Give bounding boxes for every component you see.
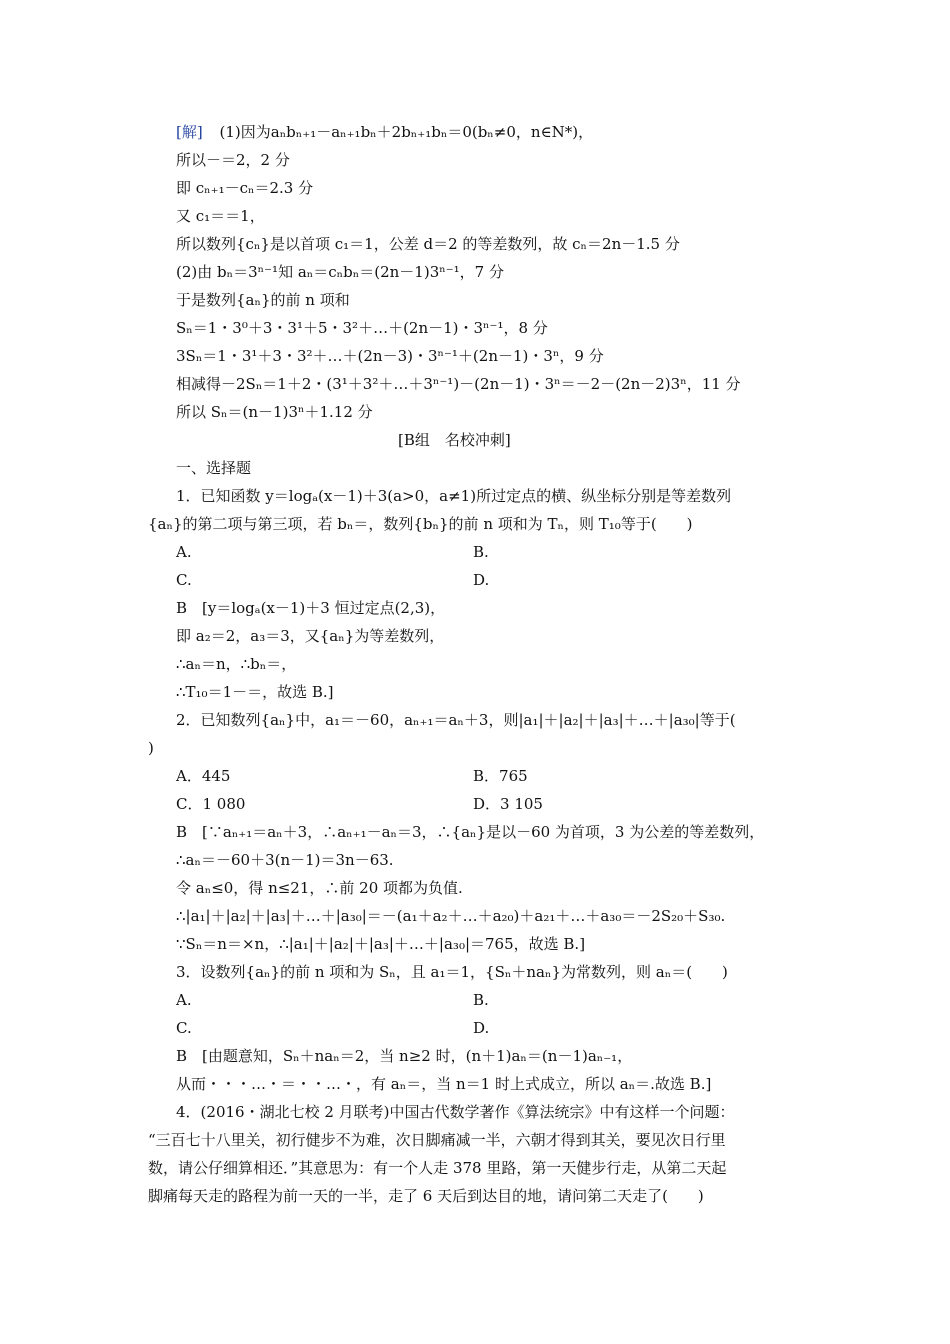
q2-option-c: C．1 080 (176, 795, 246, 813)
solution-line-4: 又 c₁＝＝1， (176, 207, 265, 225)
q2-answer-5: ∵Sₙ＝n＝×n，∴|a₁|＋|a₂|＋|a₃|＋…＋|a₃₀|＝765，故选 B.] (176, 935, 586, 953)
q2-answer-3: 令 aₙ≤0，得 n≤21，∴前 20 项都为负值. (176, 879, 463, 897)
solution-line-7: 于是数列{aₙ}的前 n 项和 (176, 291, 350, 309)
section-title: [B组 名校冲刺] (398, 431, 511, 449)
solution-line-10: 相减得－2Sₙ＝1＋2・(3¹＋3²＋…＋3ⁿ⁻¹)－(2n－1)・3ⁿ＝－2－(2n－2)3ⁿ，11 分 (176, 375, 741, 393)
solution-tag: [解] (176, 123, 203, 141)
q4-stem-4: 脚痛每天走的路程为前一天的一半，走了 6 天后到达目的地，请问第二天走了( ) (148, 1187, 704, 1205)
q1-option-a: A. (176, 543, 192, 561)
q3-option-a: A. (176, 991, 192, 1009)
solution-line-9: 3Sₙ＝1・3¹＋3・3²＋…＋(2n－3)・3ⁿ⁻¹＋(2n－1)・3ⁿ，9 分 (176, 347, 604, 365)
q1-option-b: B. (473, 543, 489, 561)
q1-answer-1: B [y＝logₐ(x－1)＋3 恒过定点(2,3)， (176, 599, 446, 617)
solution-line-2: 所以－＝2，2 分 (176, 151, 290, 169)
q1-stem-1: 1．已知函数 y＝logₐ(x－1)＋3(a>0，a≠1)所过定点的横、纵坐标分别是等差数列 (176, 487, 732, 505)
q2-answer-1: B [∵aₙ₊₁＝aₙ＋3，∴aₙ₊₁－aₙ＝3，∴{aₙ}是以－60 为首项，3 为公差的等差数列， (176, 823, 765, 841)
q4-stem-3: 数，请公仔细算相还．”其意思为：有一个人走 378 里路，第一天健步行走，从第二天起 (148, 1159, 727, 1177)
q1-answer-4: ∴T₁₀＝1－＝，故选 B.] (176, 683, 334, 701)
q1-answer-3: ∴aₙ＝n，∴bₙ＝， (176, 655, 297, 673)
solution-text: (1)因为aₙbₙ₊₁－aₙ₊₁bₙ＋2bₙ₊₁bₙ＝0(bₙ≠0，n∈N*)， (219, 123, 594, 141)
q3-answer-1: B [由题意知，Sₙ＋naₙ＝2，当 n≥2 时，(n＋1)aₙ＝(n－1)aₙ₋₁， (176, 1047, 633, 1065)
q2-stem-1: 2．已知数列{aₙ}中，a₁＝－60，aₙ₊₁＝aₙ＋3，则|a₁|＋|a₂|＋|a₃|＋…＋|a₃₀|等于( (176, 711, 736, 729)
q1-option-c: C. (176, 571, 192, 589)
q3-option-b: B. (473, 991, 489, 1009)
q3-option-c: C. (176, 1019, 192, 1037)
q4-stem-1: 4．(2016・湖北七校 2 月联考)中国古代数学著作《算法统宗》中有这样一个问题： (176, 1103, 735, 1121)
q4-stem-2: “三百七十八里关，初行健步不为难，次日脚痛减一半，六朝才得到其关，要见次日行里 (148, 1131, 726, 1149)
q2-stem-2: ) (148, 739, 154, 757)
solution-line-6: (2)由 bₙ＝3ⁿ⁻¹知 aₙ＝cₙbₙ＝(2n－1)3ⁿ⁻¹，7 分 (176, 263, 504, 281)
solution-line-1 (176, 122, 593, 142)
solution-line-11: 所以 Sₙ＝(n－1)3ⁿ＋1.12 分 (176, 403, 373, 421)
q3-stem-1: 3．设数列{aₙ}的前 n 项和为 Sₙ，且 a₁＝1，{Sₙ＋naₙ}为常数列，则 aₙ＝( ) (176, 963, 728, 981)
q1-answer-2: 即 a₂＝2，a₃＝3，又{aₙ}为等差数列， (176, 627, 445, 645)
solution-line-8: Sₙ＝1・3⁰＋3・3¹＋5・3²＋…＋(2n－1)・3ⁿ⁻¹，8 分 (176, 319, 548, 337)
solution-line-5: 所以数列{cₙ}是以首项 c₁＝1，公差 d＝2 的等差数列，故 cₙ＝2n－1.5 分 (176, 235, 680, 253)
part-title: 一、选择题 (176, 459, 252, 477)
q2-option-b: B．765 (473, 767, 528, 785)
q1-stem-2: {aₙ}的第二项与第三项，若 bₙ＝，数列{bₙ}的前 n 项和为 Tₙ，则 T₁₀等于( ) (148, 515, 693, 533)
q2-answer-4: ∴|a₁|＋|a₂|＋|a₃|＋…＋|a₃₀|＝－(a₁＋a₂＋…＋a₂₀)＋a₂₁＋…＋a₃₀＝－2S₂₀＋S₃₀. (176, 907, 726, 925)
q2-option-d: D．3 105 (473, 795, 543, 813)
q3-answer-2: 从而・・・…・＝・・…・，有 aₙ＝，当 n＝1 时上式成立，所以 aₙ＝.故选 B.] (176, 1075, 712, 1093)
q1-option-d: D. (473, 571, 490, 589)
q2-option-a: A．445 (176, 767, 231, 785)
q2-answer-2: ∴aₙ＝－60＋3(n－1)＝3n－63. (176, 851, 394, 869)
solution-line-3: 即 cₙ₊₁－cₙ＝2.3 分 (176, 179, 314, 197)
q3-option-d: D. (473, 1019, 490, 1037)
